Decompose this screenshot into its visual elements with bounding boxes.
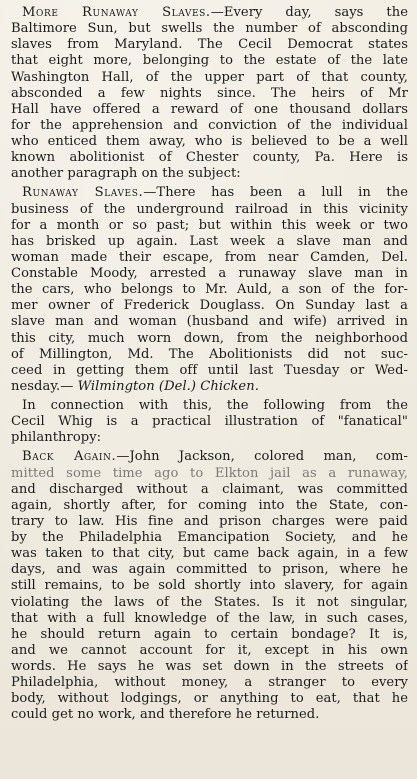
article-line: slaves from Maryland. The Cecil Democrat states <box>11 37 408 53</box>
article-line: this city, much worn down, from the neighborhood <box>11 330 408 346</box>
newspaper-column <box>11 5 408 724</box>
article-line: he should return again to certain bondage? It is, <box>11 626 408 642</box>
article-line: nesday.— Wilmington (Del.) Chicken. <box>11 378 259 394</box>
article-line: again, shortly after, for coming into the State, con- <box>11 497 408 513</box>
article-line: Philadelphia, without money, a stranger to every <box>11 675 408 691</box>
article-line: who enticed them away, who is believed to be a well <box>11 134 408 149</box>
article-line: Washington Hall, of the upper part of that county, <box>11 69 408 85</box>
article-line: Constable Moody, arrested a runaway slave man in <box>11 266 408 281</box>
article-line: ceed in getting them off until last Tuesday or Wed- <box>11 362 408 378</box>
article-line: and discharged without a claimant, was committed <box>11 481 408 497</box>
article-line: violating the laws of the States. Is it not singular, <box>11 594 408 610</box>
article-line: by the Philadelphia Emancipation Society, and he <box>11 530 408 545</box>
article-line: and we cannot account for it, except in his own <box>11 642 408 658</box>
article-line: absconded a few nights since. The heirs of Mr <box>11 85 408 101</box>
article-line: In connection with this, the following from the <box>22 398 408 413</box>
article-line: Hall have offered a reward of one thousand dollars <box>11 101 408 117</box>
article-line: Back Again.—John Jackson, colored man, com- <box>22 449 408 465</box>
article-line: was taken to that city, but came back again, in a few <box>11 546 408 562</box>
article-line: the cars, who belongs to Mr. Auld, a son of the for- <box>11 282 408 298</box>
article-line: business of the underground railroad in this vicinity <box>11 201 408 217</box>
article-line: still remains, to be sold shortly into slavery, for again <box>11 578 408 594</box>
article-line: could get no work, and therefore he returned. <box>11 707 320 723</box>
article-line: philanthropy: <box>11 430 102 446</box>
article-line: Cecil Whig is a practical illustration of "fanatical" <box>11 414 408 430</box>
article-line: of Millington, Md. The Abolitionists did not suc- <box>11 346 408 362</box>
article-heading: More Runaway Slaves. <box>22 5 211 20</box>
article-line: for the apprehension and conviction of the individual <box>11 117 408 133</box>
article-line: mer owner of Frederick Douglass. On Sunday last a <box>11 298 408 314</box>
article-heading: Runaway Slaves. <box>22 185 144 201</box>
article-line: mitted some time ago to Elkton jail as a runaway, <box>11 465 408 481</box>
article-back-again <box>11 449 408 723</box>
article-line: woman made their escape, from near Camden, Del. <box>11 249 408 265</box>
article-source: Wilmington (Del.) Chicken. <box>77 378 259 394</box>
article-line: slave man and woman (husband and wife) arrived in <box>11 314 408 330</box>
article-line: trary to law. His fine and prison charges were paid <box>11 513 408 529</box>
article-line: that eight more, belonging to the estate of the late <box>11 53 408 69</box>
article-line: that with a full knowledge of the law, in such cases, <box>11 610 408 626</box>
article-line: for a month or so past; but within this week or two <box>11 217 408 233</box>
article-line: another paragraph on the subject: <box>11 166 241 182</box>
article-line: body, without lodgings, or anything to eat, that he <box>11 691 408 707</box>
article-line: known abolitionist of Chester county, Pa. Here is <box>11 150 408 166</box>
article-line: has brisked up again. Last week a slave man and <box>11 233 408 249</box>
article-line: words. He says he was set down in the streets of <box>11 659 408 674</box>
article-line: Baltimore Sun, but swells the number of absconding <box>11 21 408 37</box>
article-heading: Back Again. <box>22 449 117 465</box>
article-connection-paragraph <box>11 398 408 446</box>
article-line: days, and was again committed to prison, where he <box>11 562 408 578</box>
article-line: More Runaway Slaves.—Every day, says the <box>22 5 408 20</box>
article-line: Runaway Slaves.—There has been a lull in the <box>22 185 408 201</box>
article-runaway-slaves <box>11 185 408 395</box>
article-more-runaway-slaves <box>11 5 408 182</box>
